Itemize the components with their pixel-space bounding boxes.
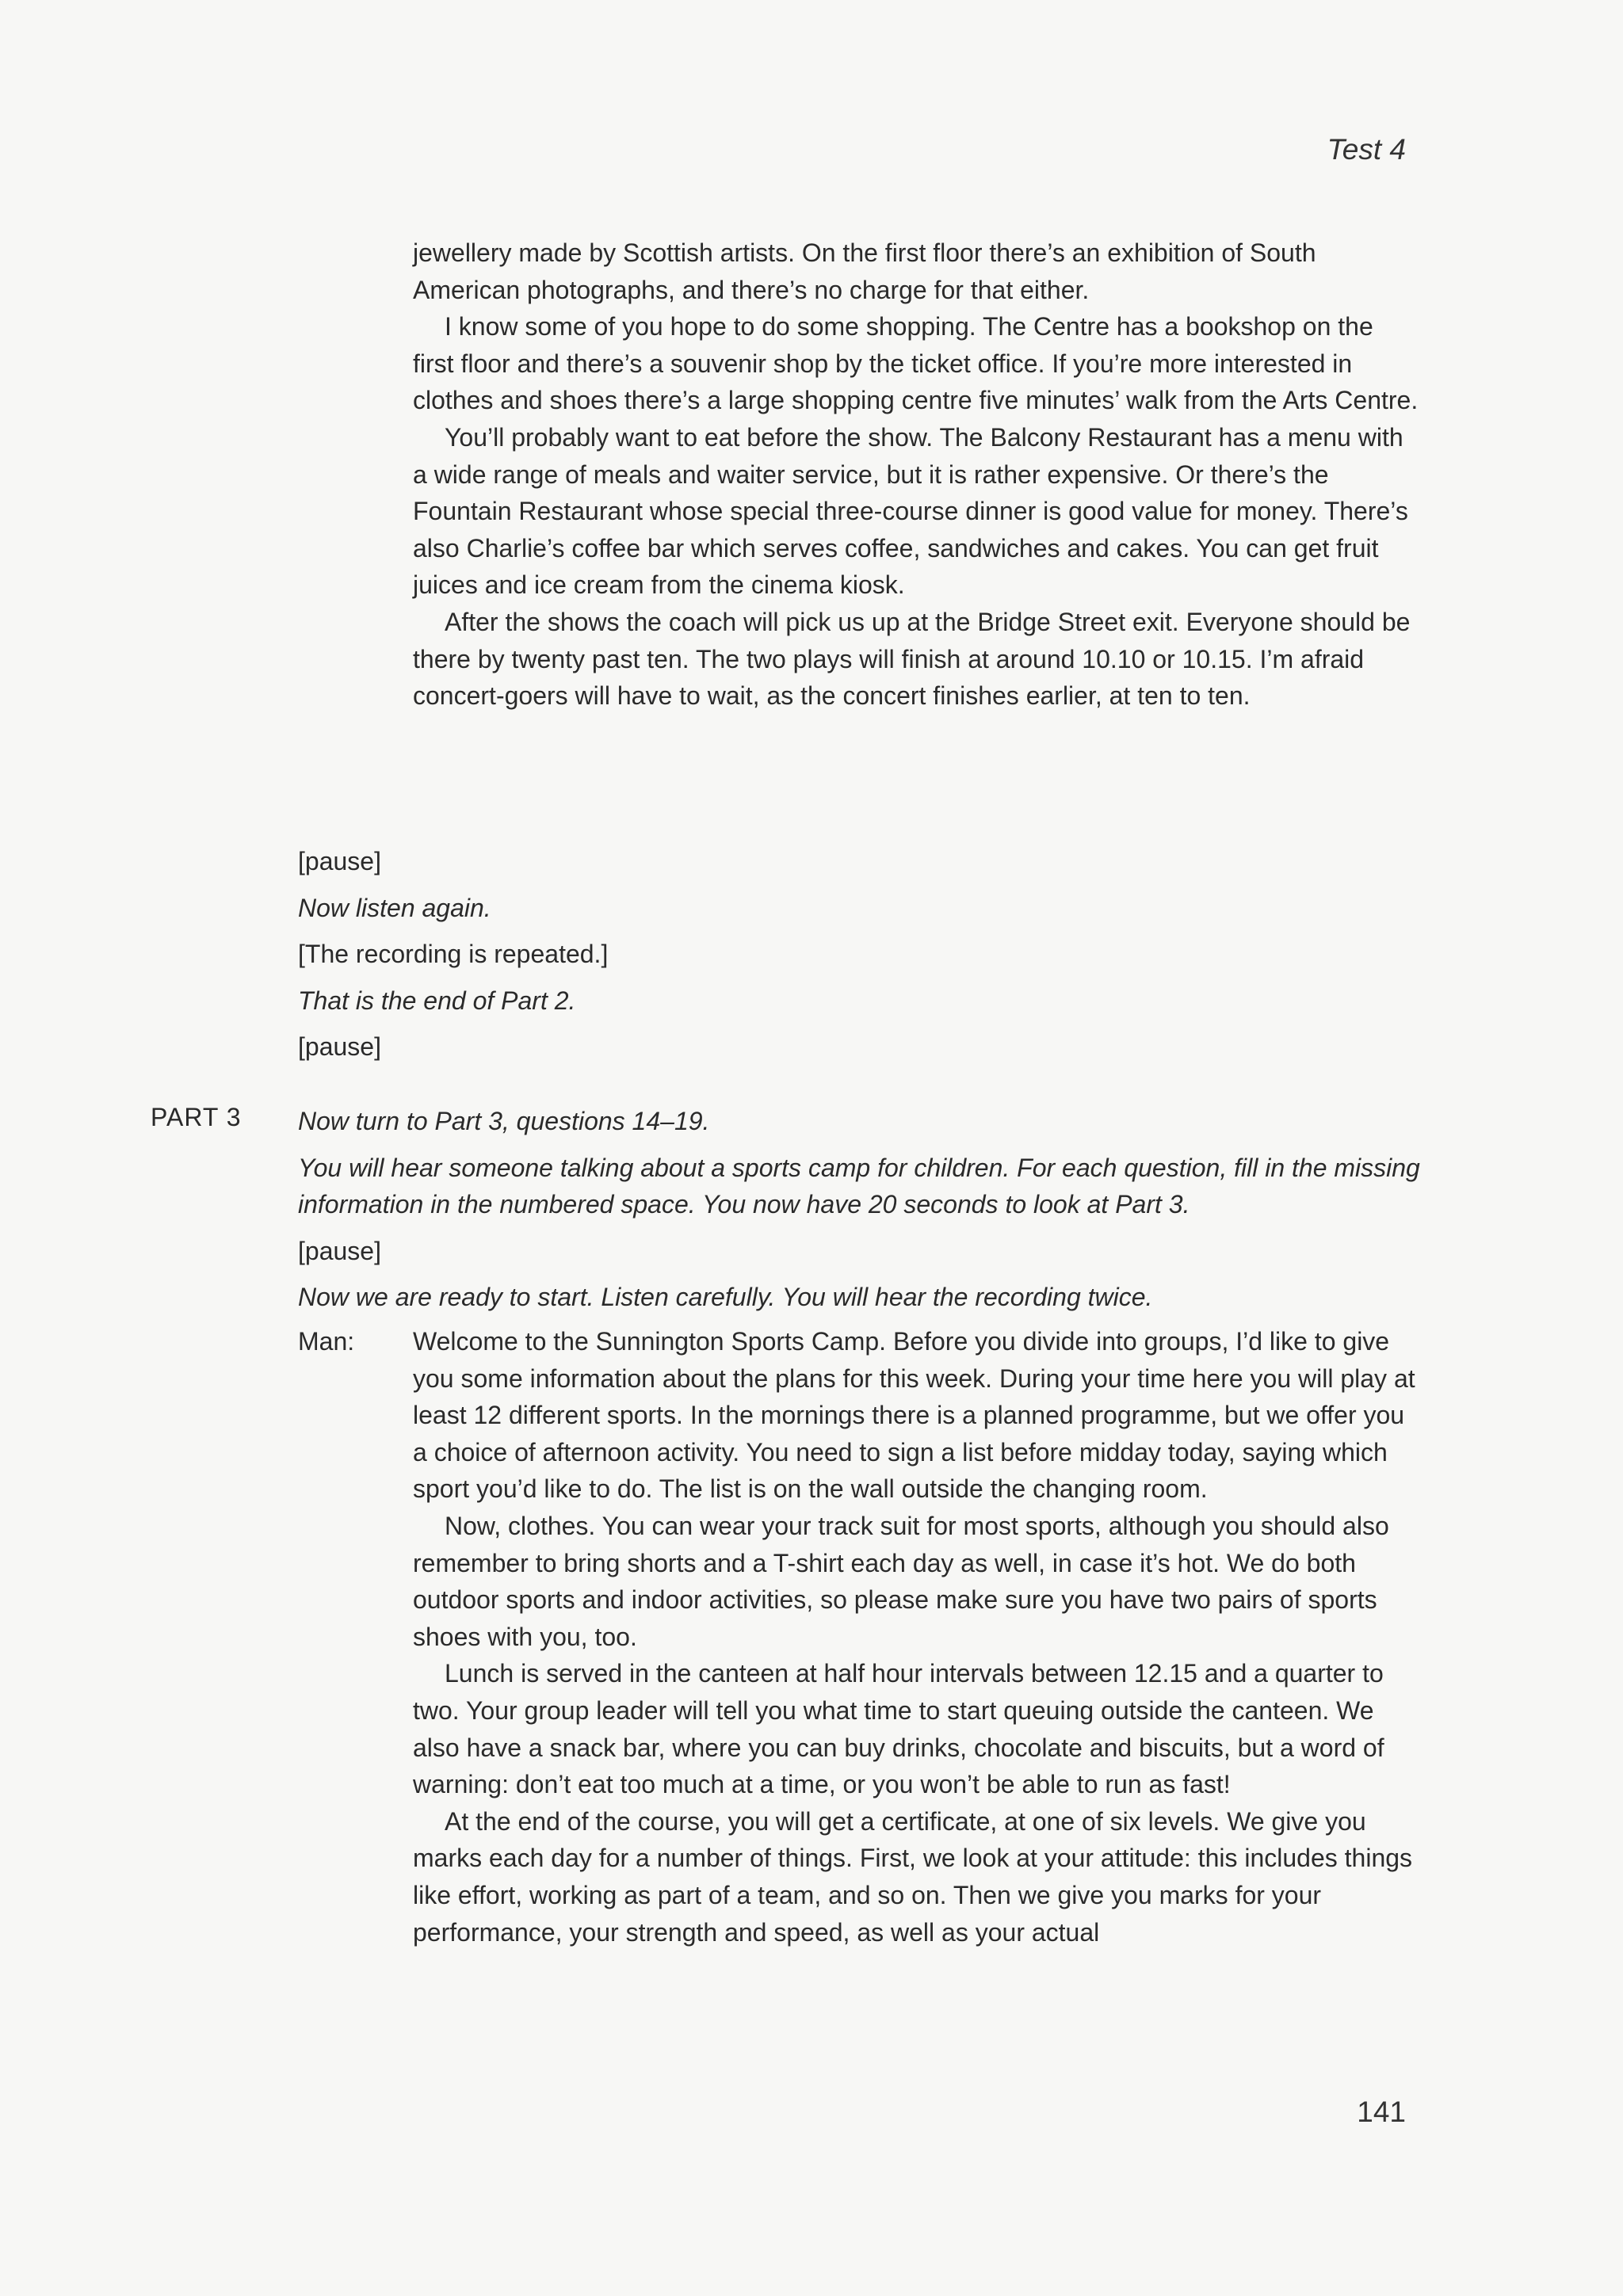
- pause-direction: [pause]: [298, 847, 381, 875]
- speaker-label: Man:: [298, 1327, 355, 1356]
- pause-direction: [pause]: [298, 1032, 381, 1062]
- running-head: Test 4: [1327, 133, 1406, 166]
- page-number: 141: [1357, 2096, 1406, 2128]
- part-3-intro: You will hear someone talking about a sports camp for children. For each question, fill in the missing information in the numbered space. You now have 20 seconds to look at Part 3.: [298, 1153, 1420, 1219]
- part-3-instructions: [298, 1103, 1423, 1325]
- end-of-part2-direction: That is the end of Part 2.: [298, 986, 576, 1015]
- part-3-ready: Now we are ready to start. Listen carefully. You will hear the recording twice.: [298, 1283, 1153, 1312]
- paragraph: jewellery made by Scottish artists. On the first floor there’s an exhibition of South American photographs, and there’s no charge for that either.: [413, 238, 1316, 304]
- part-3-label: PART 3: [151, 1103, 242, 1131]
- paragraph: I know some of you hope to do some shopping. The Centre has a bookshop on the first floor and there’s a souvenir shop by the ticket office. If you’re more interested in clothes and shoes there’s a large shopping centre five minutes’ walk from the Arts Centre.: [413, 312, 1419, 415]
- pause-direction: [pause]: [298, 1236, 381, 1265]
- paragraph: You’ll probably want to eat before the show. The Balcony Restaurant has a menu with a wide range of meals and waiter service, but it is rather expensive. Or there’s the Fountain Restaurant whose special three-course dinner is good value for money. There’s also Charlie’s coffee bar which serves coffee, sandwiches and cakes. You can get fruit juices and ice cream from the cinema kiosk.: [413, 422, 1408, 600]
- repeated-direction: [The recording is repeated.]: [298, 940, 609, 969]
- stage-directions: [298, 843, 608, 1075]
- paragraph: After the shows the coach will pick us up at the Bridge Street exit. Everyone should be there by twenty past ten. The two plays will finish at around 10.10 or 10.15. I’m afraid concert-goers will have to wait, as the concert finishes earlier, at ten to ten.: [413, 607, 1411, 711]
- part-3-turn: Now turn to Part 3, questions 14–19.: [298, 1107, 710, 1135]
- speech-paragraph: At the end of the course, you will get a certificate, at one of six levels. We give you marks each day for a number of things. First, we look at your attitude: this includes things like effort, working as part of a team, and so on. Then we give you marks for your performance, your strength and speed, as well as your actual: [413, 1806, 1413, 1947]
- listen-again-direction: Now listen again.: [298, 893, 491, 922]
- speech-paragraph: Welcome to the Sunnington Sports Camp. Before you divide into groups, I’d like to give you some information about the plans for this week. During your time here you will play at least 12 different sports. In the mornings there is a planned programme, but we offer you a choice of afternoon activity. You need to sign a list before midday today, saying which sport you’d like to do. The list is on the wall outside the changing room.: [413, 1327, 1415, 1504]
- speech-block: [413, 1323, 1419, 1951]
- speech-paragraph: Now, clothes. You can wear your track suit for most sports, although you should also remember to bring shorts and a T-shirt each day as well, in case it’s hot. We do both outdoor sports and indoor activities, so please make sure you have two pairs of sports shoes with you, too.: [413, 1511, 1389, 1651]
- speech-paragraph: Lunch is served in the canteen at half hour intervals between 12.15 and a quarter to two. Your group leader will tell you what time to start queuing outside the canteen. We also have a snack bar, where you can buy drinks, chocolate and biscuits, but a word of warning: don’t eat too much at a time, or you won’t be able to run as fast!: [413, 1659, 1384, 1799]
- top-text-block: [413, 235, 1419, 715]
